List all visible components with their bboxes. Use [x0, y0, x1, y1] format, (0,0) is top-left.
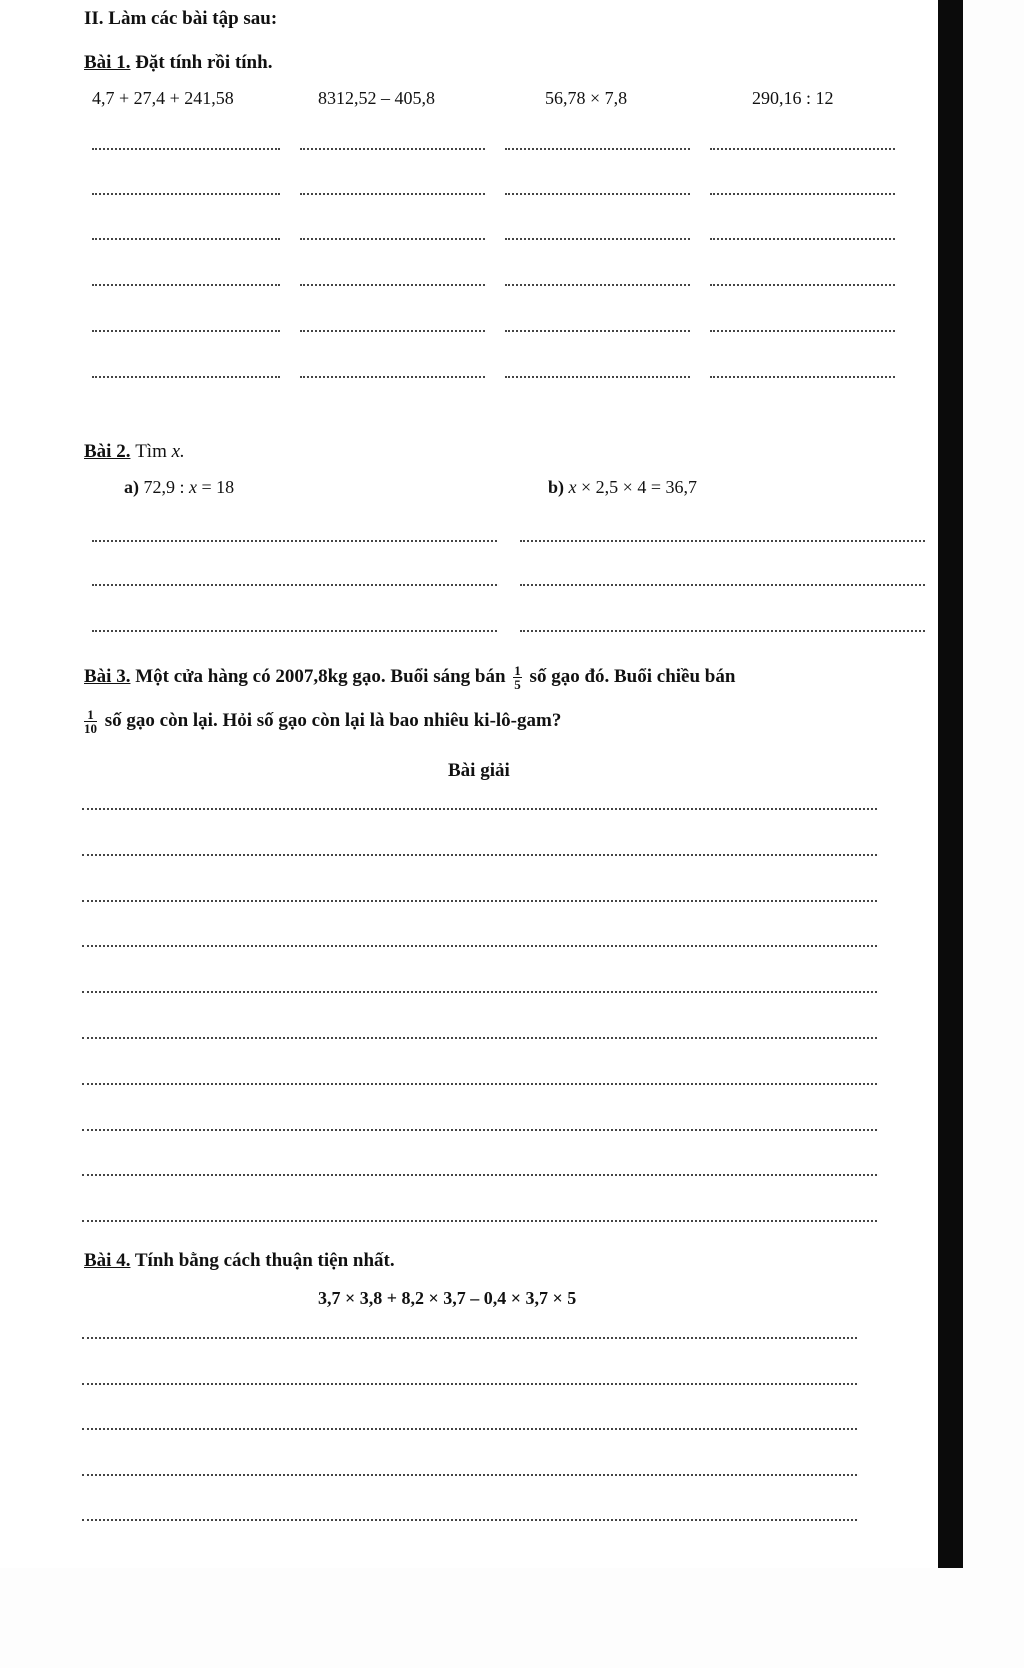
bai4-expression: 3,7 × 3,8 + 8,2 × 3,7 – 0,4 × 3,7 × 5 [318, 1288, 577, 1308]
answer-line[interactable] [710, 148, 895, 150]
frac2-numerator: 1 [84, 708, 97, 722]
answer-line[interactable] [82, 1174, 877, 1176]
answer-line[interactable] [505, 376, 690, 378]
bai1-expr-2: 8312,52 – 405,8 [318, 88, 435, 108]
bai3-line-2 [84, 708, 561, 735]
frac1-numerator: 1 [514, 663, 521, 678]
answer-line[interactable] [300, 284, 485, 286]
answer-line[interactable] [505, 330, 690, 332]
bai1-expr-1: 4,7 + 27,4 + 241,58 [92, 88, 234, 108]
bai1-text: Đặt tính rồi tính. [135, 52, 273, 73]
bai3-text-2: số gạo đó. Buổi chiều bán [529, 665, 736, 687]
answer-line[interactable] [82, 808, 877, 810]
answer-line[interactable] [505, 284, 690, 286]
bai2-label: Bài 2. [84, 441, 131, 462]
answer-line[interactable] [300, 238, 485, 240]
answer-line[interactable] [92, 330, 280, 332]
answer-line[interactable] [710, 376, 895, 378]
bai4-label: Bài 4. [84, 1250, 131, 1271]
bai1-expr-4: 290,16 : 12 [752, 88, 834, 108]
bai1-label: Bài 1. [84, 52, 131, 73]
answer-line[interactable] [82, 1220, 877, 1222]
bai2-a-lhs: 72,9 : [143, 477, 190, 497]
answer-line[interactable] [710, 330, 895, 332]
answer-line[interactable] [300, 193, 485, 195]
answer-line[interactable] [82, 1337, 857, 1339]
bai3-solution-title: Bài giải [448, 760, 510, 781]
answer-line[interactable] [92, 148, 280, 150]
bai3-text-1: Một cửa hàng có 2007,8kg gạo. Buổi sáng bán [135, 665, 506, 687]
bai3-fraction-2 [84, 708, 97, 735]
answer-line[interactable] [92, 284, 280, 286]
right-edge-border [938, 0, 963, 1568]
answer-line[interactable] [82, 1037, 877, 1039]
bai2-a-x: x [189, 477, 198, 497]
bai3-text-3: số gạo còn lại. Hỏi số gạo còn lại là bao nhiêu ki-lô-gam? [104, 709, 562, 731]
bai2-b-label: b) [548, 477, 569, 497]
frac1-denominator: 5 [514, 677, 521, 692]
answer-line[interactable] [92, 193, 280, 195]
bai1-expr-3: 56,78 × 7,8 [545, 88, 628, 108]
bai2-text: Tìm [135, 441, 172, 462]
bai2-a-label: a) [124, 477, 144, 497]
answer-line[interactable] [92, 630, 497, 632]
answer-line[interactable] [92, 376, 280, 378]
answer-line[interactable] [82, 1083, 877, 1085]
answer-line[interactable] [710, 238, 895, 240]
frac2-denominator: 10 [84, 721, 97, 736]
answer-line[interactable] [505, 148, 690, 150]
answer-line[interactable] [710, 284, 895, 286]
bai4-text: Tính bằng cách thuận tiện nhất. [134, 1250, 395, 1271]
answer-line[interactable] [92, 584, 497, 586]
answer-line[interactable] [520, 540, 925, 542]
answer-line[interactable] [300, 330, 485, 332]
bai2-part-b [548, 477, 697, 498]
section-heading: II. Làm các bài tập sau: [84, 8, 278, 29]
answer-line[interactable] [82, 1129, 877, 1131]
bai3-label: Bài 3. [84, 665, 131, 687]
bai2-var: x. [171, 441, 185, 462]
answer-line[interactable] [520, 630, 925, 632]
bai3-line-1 [84, 664, 735, 691]
answer-line[interactable] [82, 1428, 857, 1430]
answer-line[interactable] [82, 945, 877, 947]
answer-line[interactable] [92, 540, 497, 542]
answer-line[interactable] [505, 238, 690, 240]
answer-line[interactable] [710, 193, 895, 195]
answer-line[interactable] [505, 193, 690, 195]
bai2-a-rhs: = 18 [197, 477, 235, 497]
answer-line[interactable] [300, 376, 485, 378]
answer-line[interactable] [82, 854, 877, 856]
answer-line[interactable] [82, 1383, 857, 1385]
answer-line[interactable] [82, 1474, 857, 1476]
bai2-title [84, 441, 185, 463]
bai3-fraction-1 [513, 664, 522, 691]
answer-line[interactable] [92, 238, 280, 240]
bai2-b-rhs: × 2,5 × 4 = 36,7 [576, 477, 697, 497]
bai2-part-a [124, 477, 234, 498]
bai1-title [84, 52, 272, 74]
answer-line[interactable] [82, 991, 877, 993]
answer-line[interactable] [82, 1519, 857, 1521]
answer-line[interactable] [82, 900, 877, 902]
bai2-b-x: x [568, 477, 577, 497]
answer-line[interactable] [300, 148, 485, 150]
answer-line[interactable] [520, 584, 925, 586]
bai4-title [84, 1250, 395, 1272]
